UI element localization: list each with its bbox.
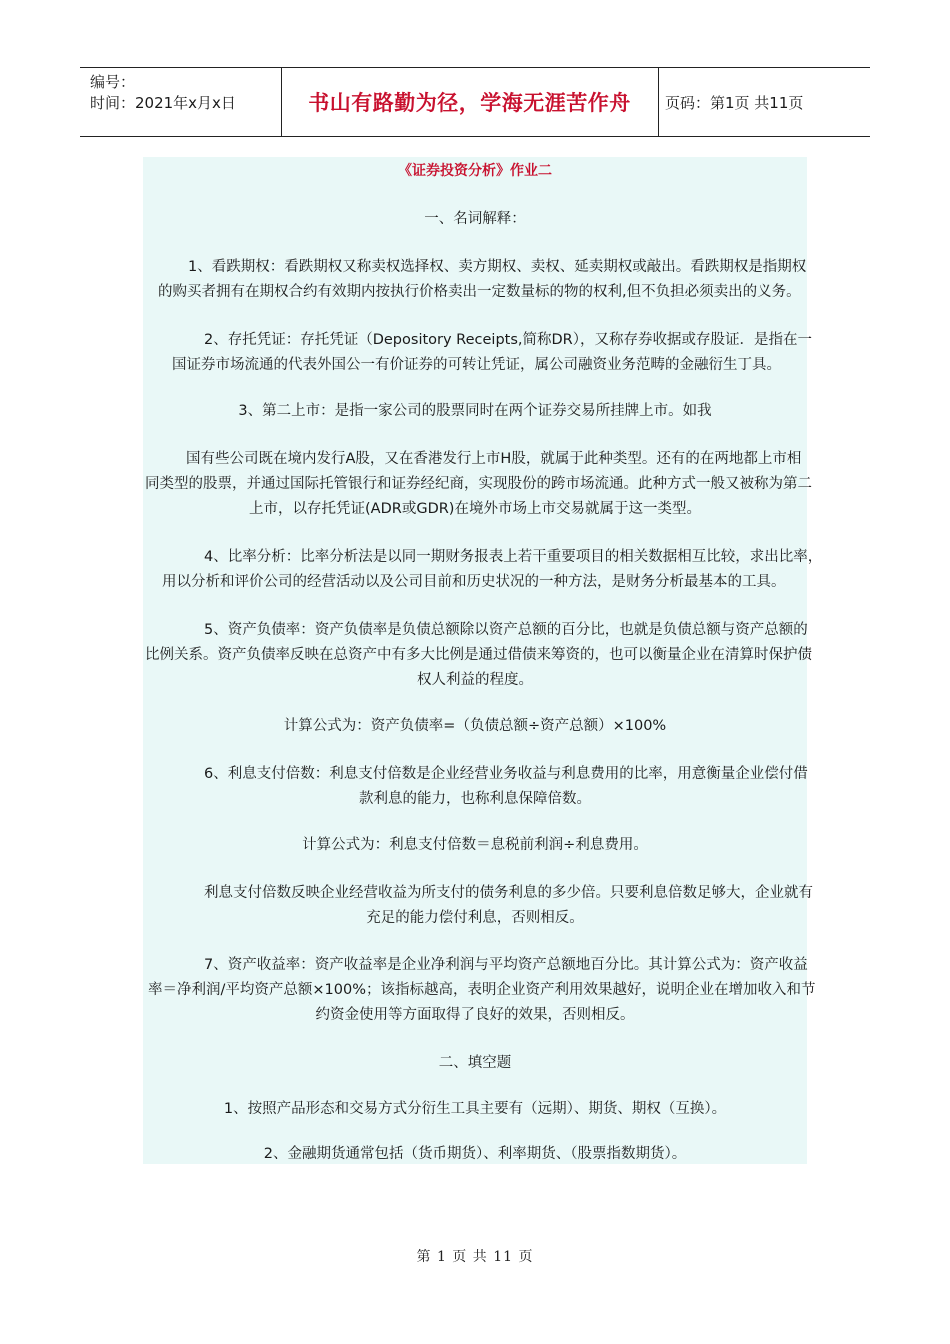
term-2-line-1: 2、存托凭证：存托凭证（Depository Receipts,简称DR），又称存券收据或存股证．是指在一 xyxy=(204,332,812,348)
section-heading: 一、名词解释： xyxy=(424,211,526,227)
term-5-line-1: 5、资产负债率：资产负债率是负债总额除以资产总额的百分比，也就是负债总额与资产总额的 xyxy=(204,622,808,638)
header-page-info: 页码：第1页 共11页 xyxy=(665,94,804,112)
term-6-line-1: 6、利息支付倍数：利息支付倍数是企业经营业务收益与利息费用的比率，用意衡量企业偿付借 xyxy=(204,766,808,782)
term-1-line-1: 1、看跌期权：看跌期权又称卖权选择权、卖方期权、卖权、延卖期权或敲出。看跌期权是指期权 xyxy=(188,259,807,275)
header-meta xyxy=(90,72,236,114)
term-3-line-4: 上市，以存托凭证(ADR或GDR)在境外市场上市交易就属于这一类型。 xyxy=(249,501,701,517)
term-2-line-2: 国证券市场流通的代表外国公一有价证券的可转让凭证，属公司融资业务范畴的金融衍生丁具。 xyxy=(172,357,781,373)
term-5-formula: 计算公式为：资产负债率=（负债总额÷资产总额）×100% xyxy=(283,718,667,734)
term-4-line-1: 4、比率分析：比率分析法是以同一期财务报表上若干重要项目的相关数据相互比较，求出比率， xyxy=(204,549,823,565)
term-3-line-1: 3、第二上市：是指一家公司的股票同时在两个证券交易所挂牌上市。如我 xyxy=(238,403,712,419)
code-label: 编号： xyxy=(90,73,136,91)
header-divider xyxy=(658,68,659,136)
term-6-formula: 计算公式为：利息支付倍数＝息税前利润÷利息费用。 xyxy=(302,837,648,853)
term-6-line-2: 款利息的能力，也称利息保障倍数。 xyxy=(359,791,591,807)
document-header xyxy=(80,67,870,137)
term-5-line-3: 权人利益的程度。 xyxy=(417,672,533,688)
term-7-line-2: 率＝净利润/平均资产总额×100%；该指标越高，表明企业资产利用效果越好，说明企业在增加收入和节 xyxy=(148,982,816,998)
term-4-line-2: 用以分析和评价公司的经营活动以及公司目前和历史状况的一种方法，是财务分析最基本的工具。 xyxy=(162,574,786,590)
term-6-note-line-1: 利息支付倍数反映企业经营收益为所支付的债务利息的多少倍。只要利息倍数足够大，企业就有 xyxy=(204,885,813,901)
header-motto: 书山有路勤为径，学海无涯苦作舟 xyxy=(308,91,631,115)
page-footer: 第 1 页 共 11 页 xyxy=(416,1249,534,1265)
section-heading: 二、填空题 xyxy=(438,1055,512,1071)
term-3-line-3: 同类型的股票，并通过国际托管银行和证券经纪商，实现股份的跨市场流通。此种方式一般又被称为第二 xyxy=(145,476,812,492)
term-6-note-line-2: 充足的能力偿付利息，否则相反。 xyxy=(366,910,584,926)
time-label: 时间：2021年x月x日 xyxy=(90,94,236,112)
fill-item-2: 2、金融期货通常包括（货币期货）、利率期货、（股票指数期货）。 xyxy=(263,1146,687,1162)
document-title: 《证券投资分析》作业二 xyxy=(398,163,552,179)
term-1-line-2: 的购买者拥有在期权合约有效期内按执行价格卖出一定数量标的物的权利,但不负担必须卖出的义务。 xyxy=(158,284,801,300)
term-5-line-2: 比例关系。资产负债率反映在总资产中有多大比例是通过借债来筹资的，也可以衡量企业在清算时保护债 xyxy=(145,647,812,663)
fill-item-1: 1、按照产品形态和交易方式分衍生工具主要有（远期）、期货、期权（互换）。 xyxy=(223,1101,727,1117)
term-7-line-1: 7、资产收益率：资产收益率是企业净利润与平均资产总额地百分比。其计算公式为：资产收益 xyxy=(204,957,808,973)
term-7-line-3: 约资金使用等方面取得了良好的效果，否则相反。 xyxy=(315,1007,635,1023)
term-3-line-2: 国有些公司既在境内发行A股，又在香港发行上市H股，就属于此种类型。还有的在两地都上市相 xyxy=(186,451,802,467)
